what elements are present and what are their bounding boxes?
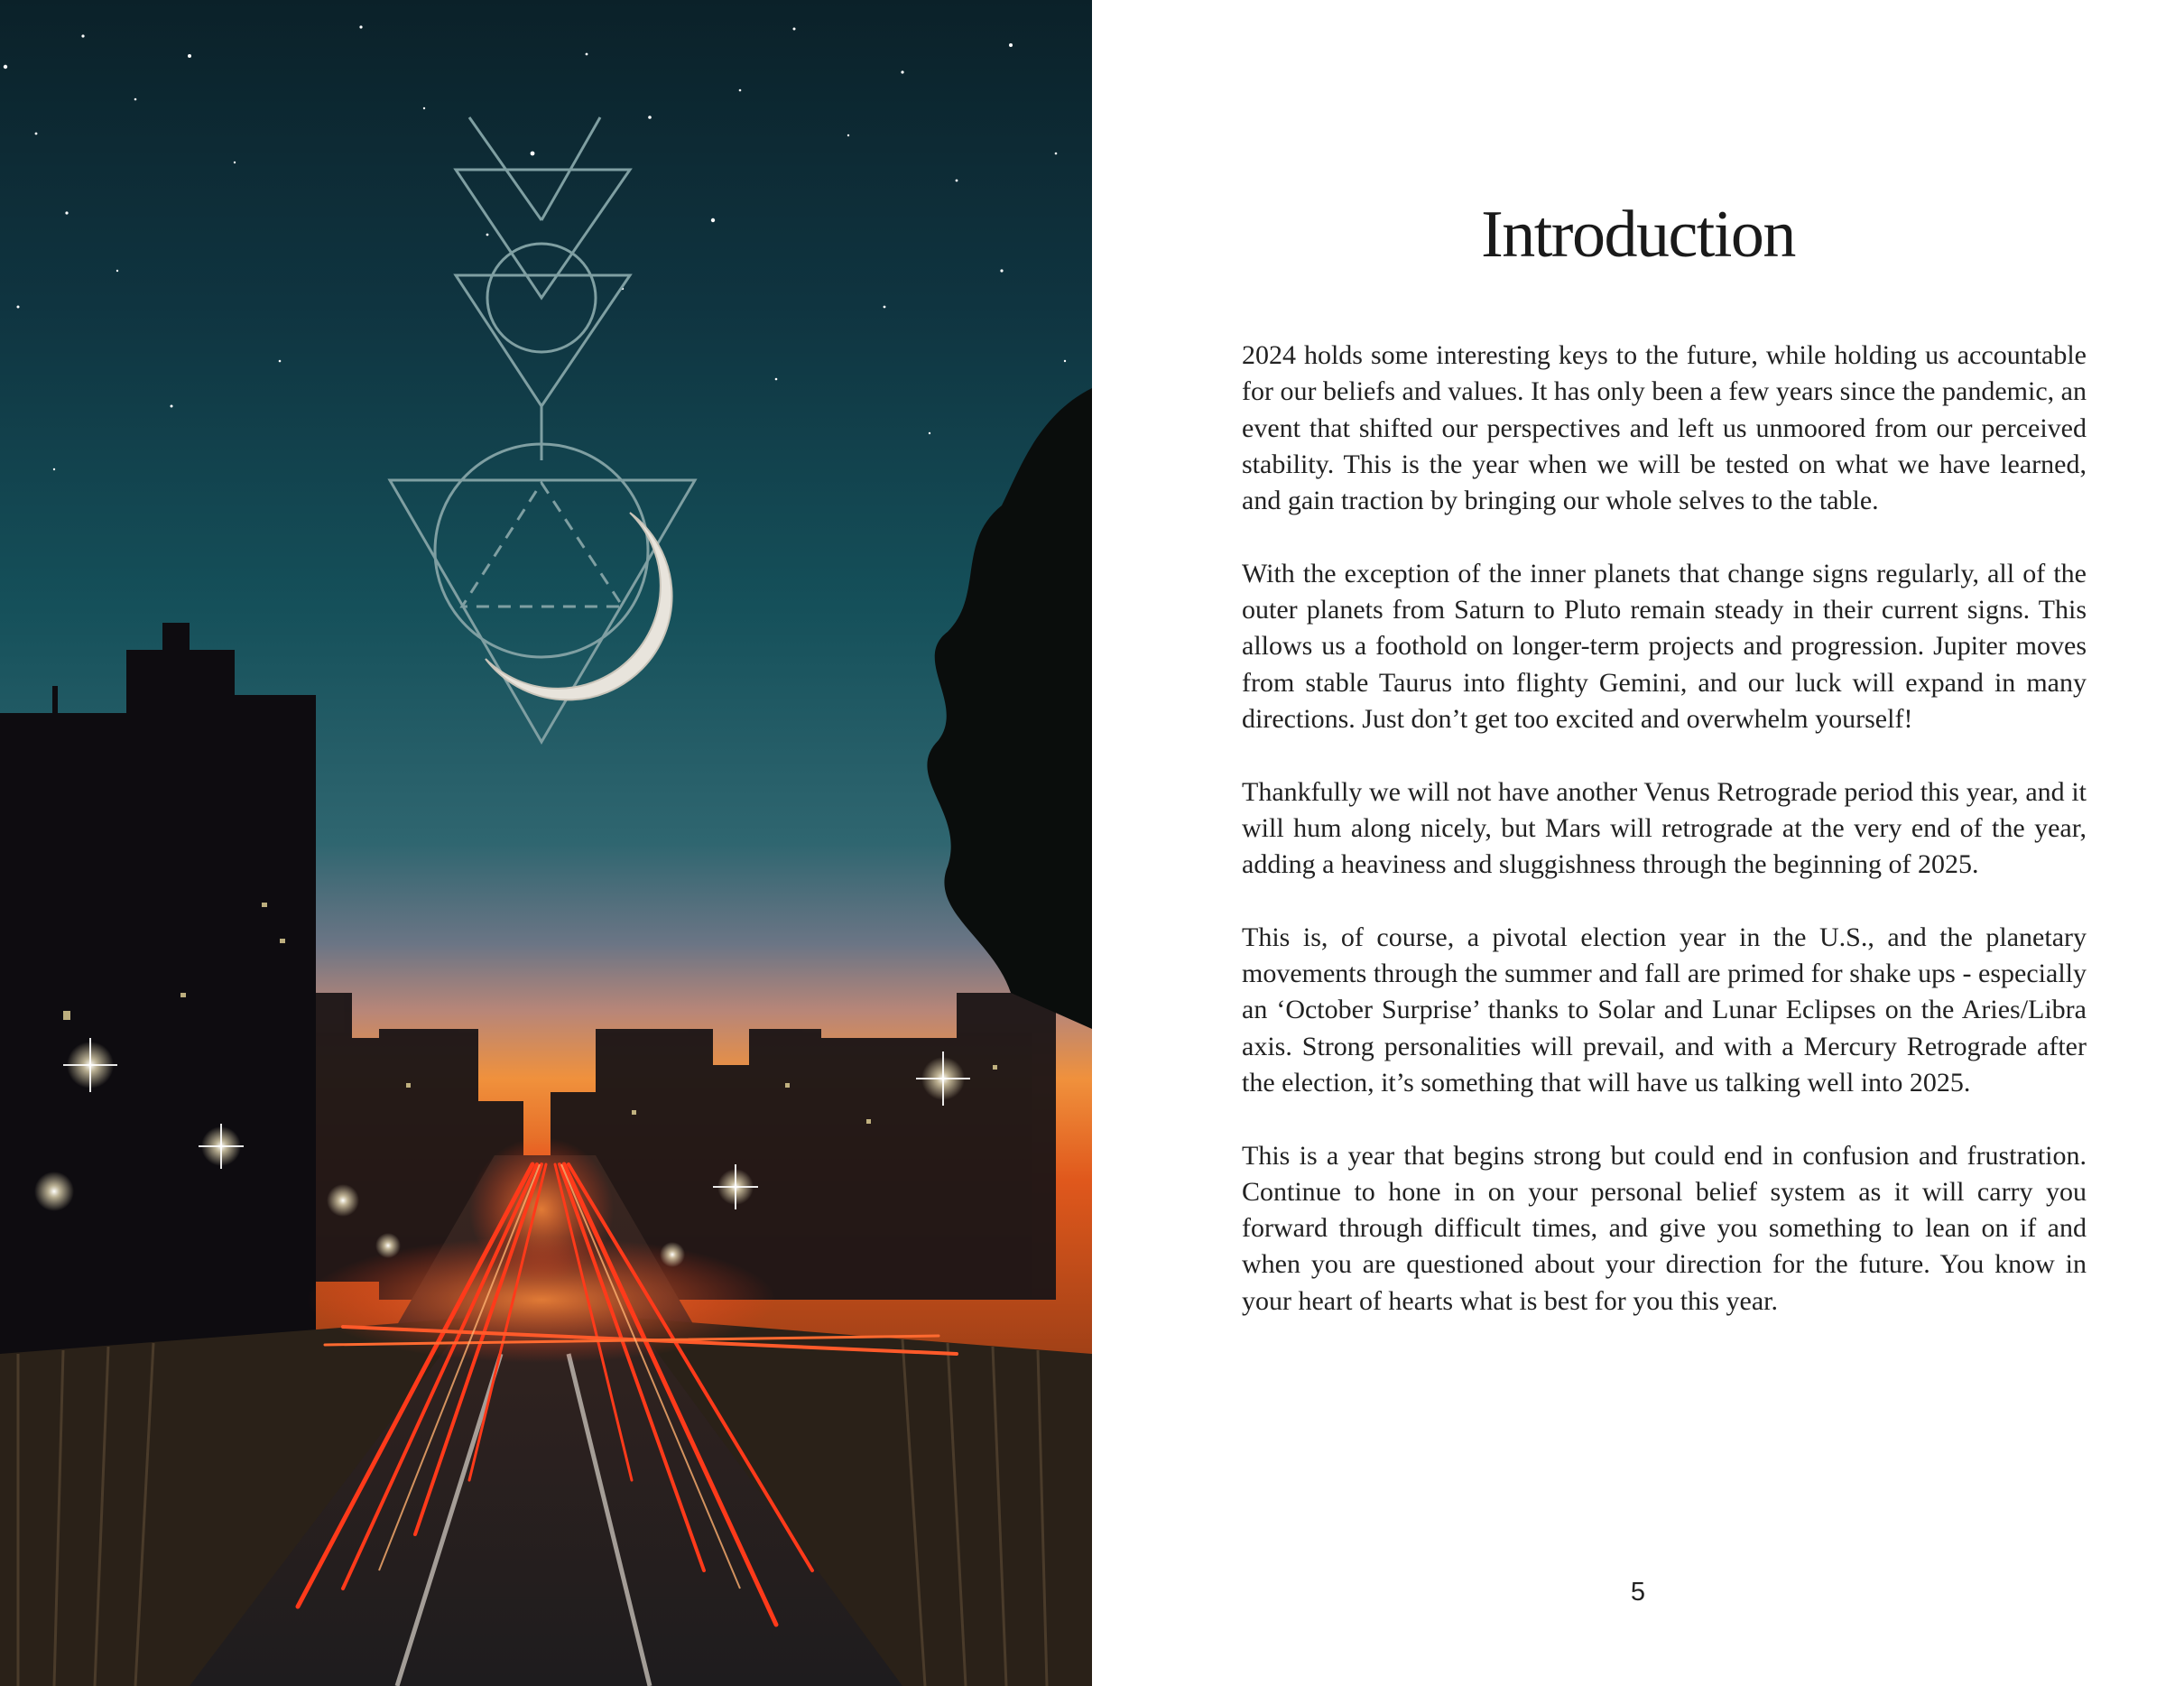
body-text: [1242, 338, 2087, 1356]
paragraph-2: With the exception of the inner planets that change signs regularly, all of the outer planets from Saturn to Pluto remain steady in their current signs. This allows us a foothold on longer-term projects and progression. Jupiter moves from stable Taurus into flighty Gemini, and our luck will expand in many directions. Just don’t get too excited and overwhelm yourself!: [1242, 558, 2087, 734]
page-title: Introduction: [1481, 198, 1795, 272]
paragraph-1: 2024 holds some interesting keys to the future, while holding us accountable for our beliefs and values. It has only been a few years since the pandemic, an event that shifted our perspectives and left us unmoored from our perceived stability. This is the year when we will be tested on what we have learned, and gain traction by bringing our whole selves to the table.: [1242, 340, 2087, 516]
paragraph-5: This is a year that begins strong but could end in confusion and frustration. Continue to hone in on your personal belief system as it will carry you forward through difficult times, and give you something to lean on if and when you are questioned about your direction for the future. You know in your heart of hearts what is best for you this year.: [1242, 1140, 2087, 1316]
paragraph-4: This is, of course, a pivotal election year in the U.S., and the planetary movements through the summer and fall are primed for shake ups - especially an ‘October Surprise’ thanks to Solar and Lunar Eclipses on the Aries/Libra axis. Strong personalities will prevail, and with a Mercury Retrograde after the election, it’s something that will have us talking well into 2025.: [1242, 922, 2087, 1098]
text-page: [1092, 0, 2184, 1686]
paragraph-3: Thankfully we will not have another Venus Retrograde period this year, and it will hum along nicely, but Mars will retrograde at the very end of the year, adding a heaviness and sluggishness through the beginning of 2025.: [1242, 776, 2087, 880]
page-number: 5: [1630, 1578, 1646, 1607]
